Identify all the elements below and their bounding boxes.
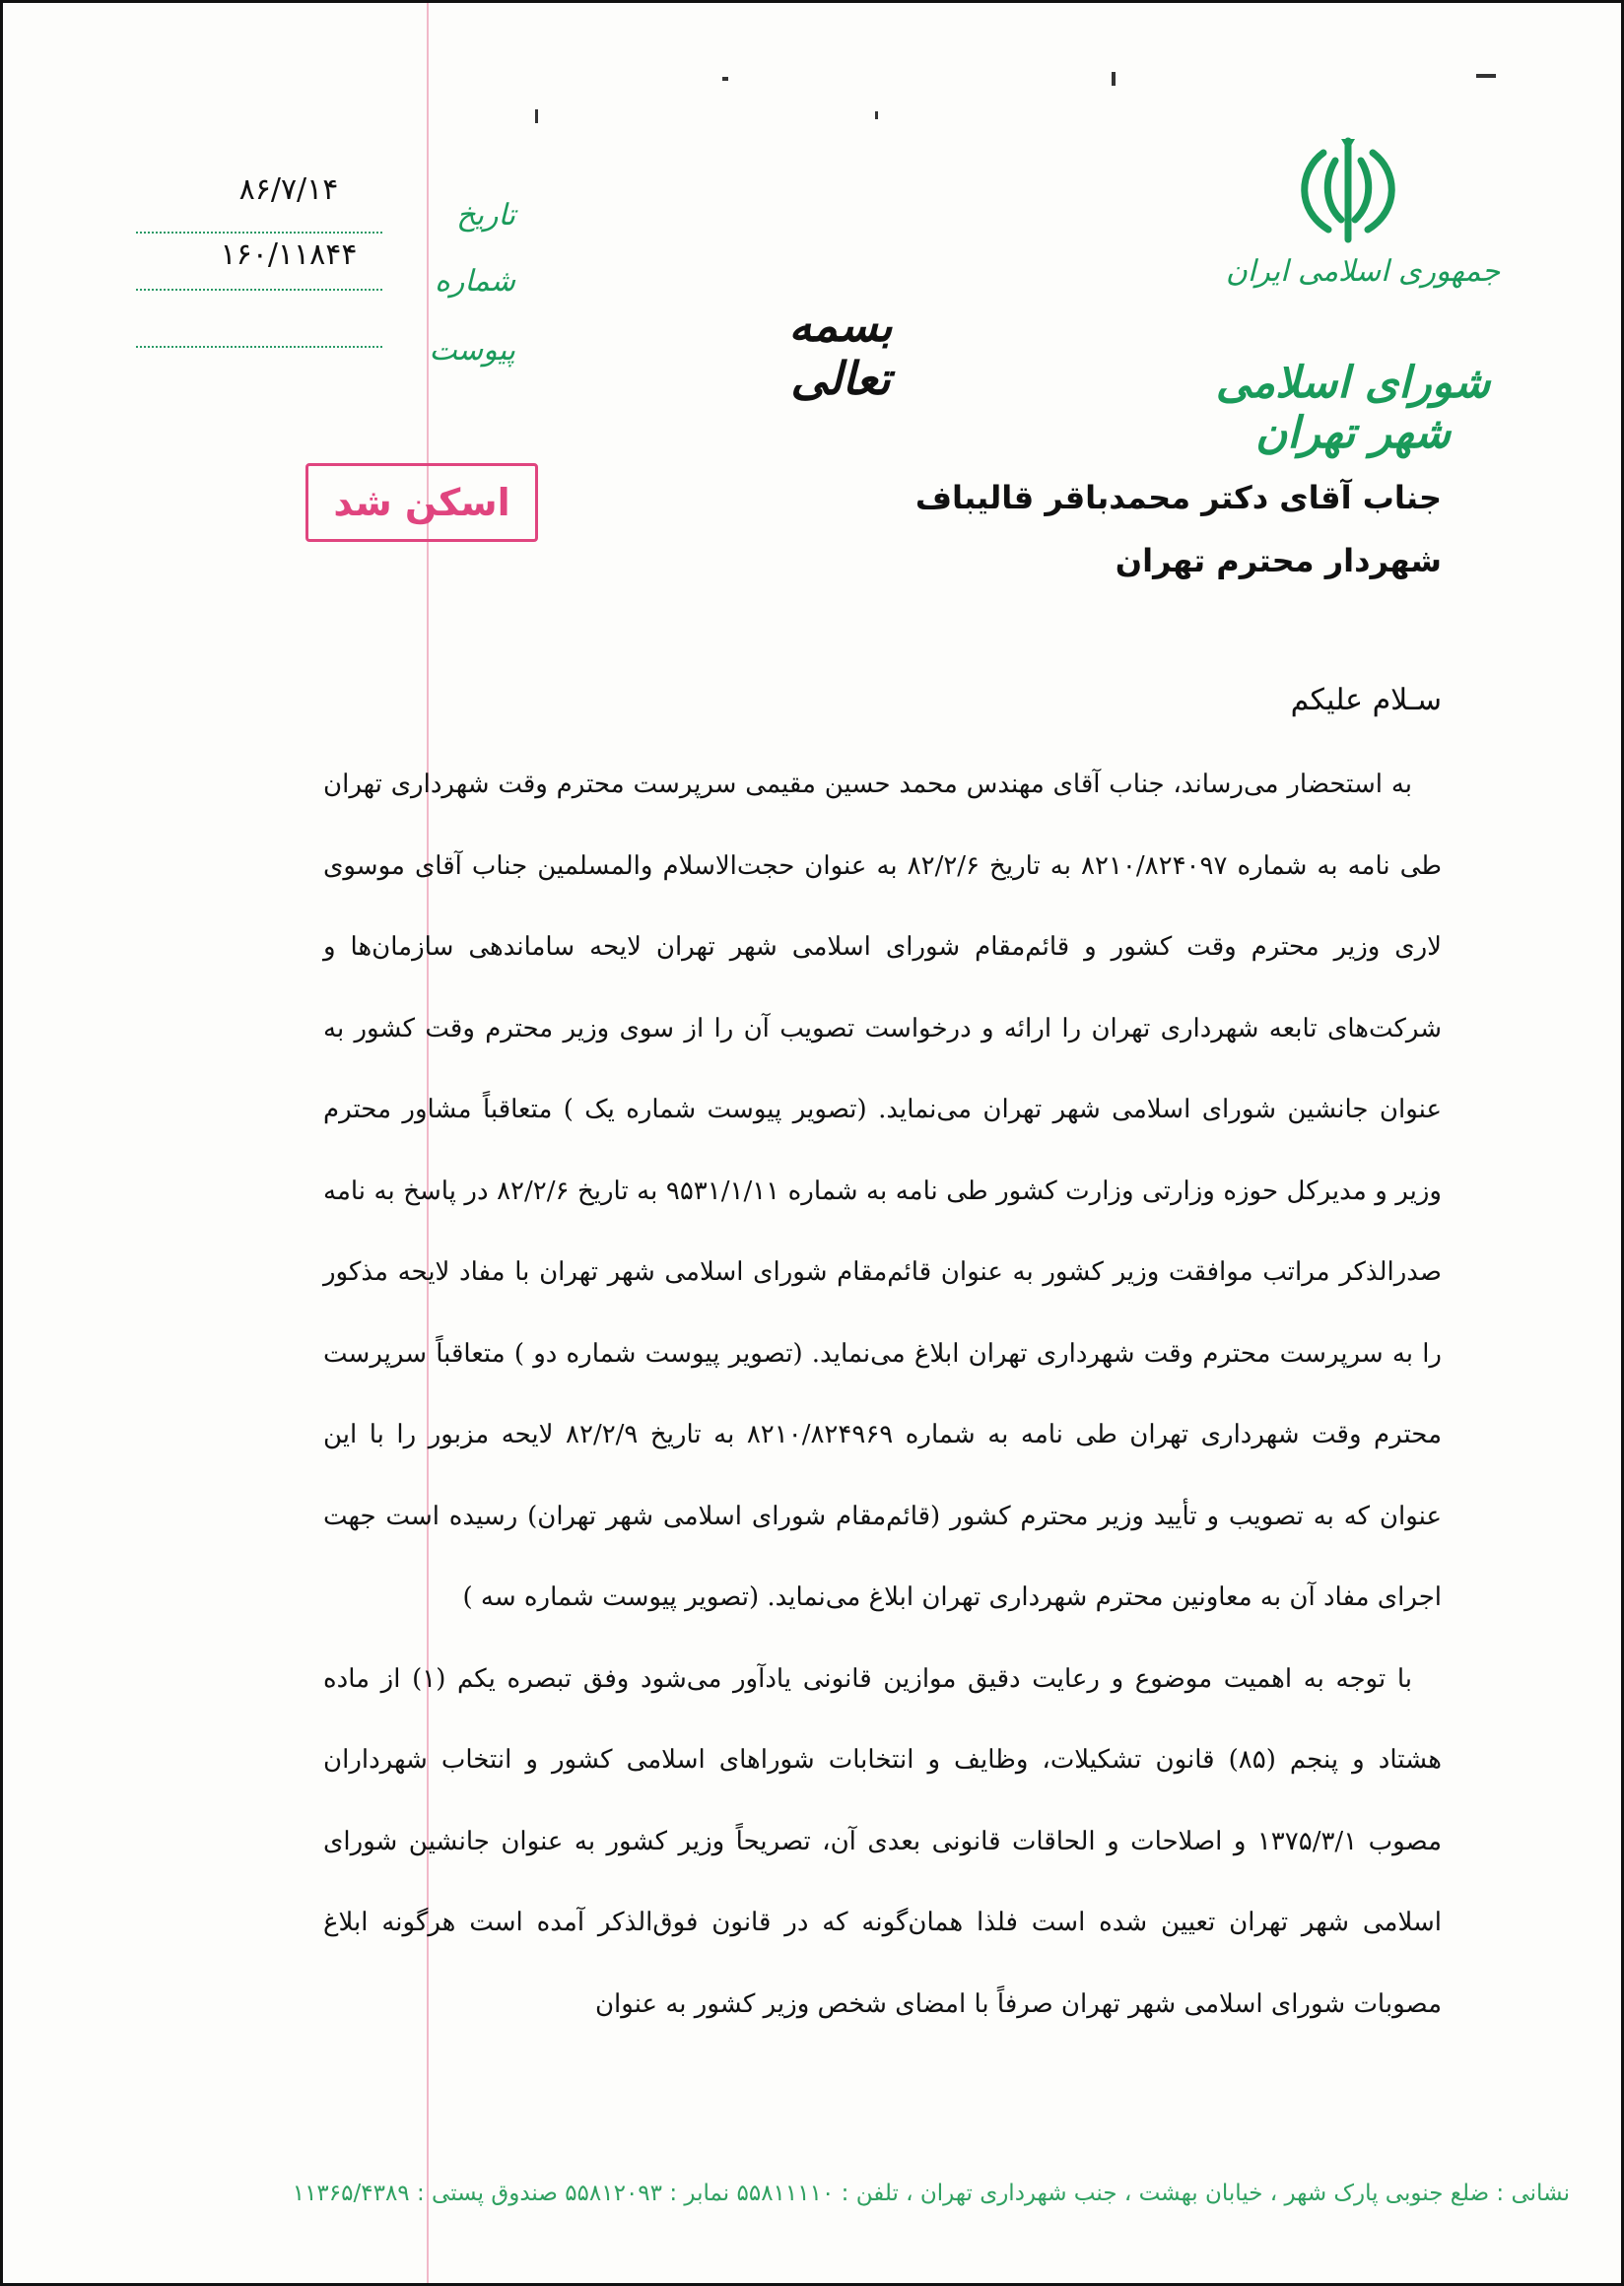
scan-speck [1476,74,1496,78]
body-paragraph: با توجه به اهمیت موضوع و رعایت دقیق موازین قانونی یادآور می‌شود وفق تبصره یکم (۱) از ماده هشتاد و پنجم (۸۵) قانون تشکیلات، وظایف و انتخابات شوراهای اسلامی کشور و انتخاب شهرداران مصوب ۱۳۷۵/۳/۱ و اصلاحات و الحاقات قانونی بعدی آن، تصریحاً وزیر کشور به عنوان جانشین شورای اسلامی شهر تهران تعیین شده است فلذا همان‌گونه که در قانون فوق‌الذکر آمده است هرگونه ابلاغ مصوبات شورای اسلامی شهر تهران صرفاً با امضای شخص وزیر کشور به عنوان [323,1663,1442,2019]
footer-address: نشانی : ضلع جنوبی پارک شهر ، خیابان بهشت ، جنب شهرداری تهران ، تلفن : ۵۵۸۱۱۱۱۰ نمابر : ۵۵۸۱۲۰۹۳ صندوق پستی : ۱۱۳۶۵/۴۳۸۹ [292,2181,1570,2206]
letterhead-council: شورای اسلامی شهر تهران [1215,358,1491,458]
addressee-title: شهردار محترم تهران [1115,542,1442,579]
attachment-label: پیوست [429,333,515,368]
attachment-line [136,346,382,348]
addressee-block [870,466,1442,592]
scan-speck [535,109,538,123]
letter-body [323,744,1442,2045]
salutation: سـلام علیکم [1290,683,1442,717]
scanned-stamp: اسکن شد [305,463,538,542]
number-label: شماره [435,264,515,299]
iran-emblem-icon [1284,131,1412,249]
date-line [136,232,382,234]
body-paragraph: به استحضار می‌رساند، جناب آقای مهندس محمد حسین مقیمی سرپرست محترم وقت شهرداری تهران طی نامه به شماره ۸۲۱۰/۸۲۴۰۹۷ به تاریخ ۸۲/۲/۶ به عنوان حجت‌الاسلام والمسلمین جناب آقای موسوی لاری وزیر محترم وقت کشور و قائم‌مقام شورای اسلامی شهر تهران لایحه ساماندهی سازمان‌ها و شرکت‌های تابعه شهرداری تهران را ارائه و درخواست تصویب آن را از سوی وزیر محترم وقت کشور به عنوان جانشین شورای اسلامی شهر تهران می‌نماید. (تصویر پیوست شماره یک ) متعاقباً مشاور محترم وزیر و مدیرکل حوزه وزارتی وزارت کشور طی نامه به شماره ۹۵۳۱/۱/۱۱ به تاریخ ۸۲/۲/۶ در پاسخ به نامه صدرالذکر مراتب موافقت وزیر کشور به عنوان قائم‌مقام شورای اسلامی شهر تهران با مفاد لایحه مذکور را به سرپرست محترم وقت شهرداری تهران ابلاغ می‌نماید. (تصویر پیوست شماره دو ) متعاقباً سرپرست محترم وقت شهرداری تهران طی نامه به شماره ۸۲۱۰/۸۲۴۹۶۹ به تاریخ ۸۲/۲/۹ لایحه مزبور را با این عنوان که به تصویب و تأیید وزیر محترم کشور (قائم‌مقام شورای اسلامی شهر تهران) رسیده است جهت اجرای مفاد آن به معاونین محترم شهرداری تهران ابلاغ می‌نماید. (تصویر پیوست شماره سه ) [323,770,1443,1612]
number-value: ۱۶۰/۱۱۸۴۴ [220,237,358,272]
scan-speck [722,77,728,81]
letterhead-republic: جمهوری اسلامی ایران [1225,254,1501,289]
number-line [136,289,382,291]
bismillah-heading: بسمه تعالی [788,299,893,405]
scan-speck [1112,72,1116,86]
scan-speck [875,111,878,119]
date-value: ۸۶/۷/۱۴ [238,172,339,207]
date-label: تاریخ [456,198,515,233]
addressee-name: جناب آقای دکتر محمدباقر قالیباف [914,479,1442,516]
